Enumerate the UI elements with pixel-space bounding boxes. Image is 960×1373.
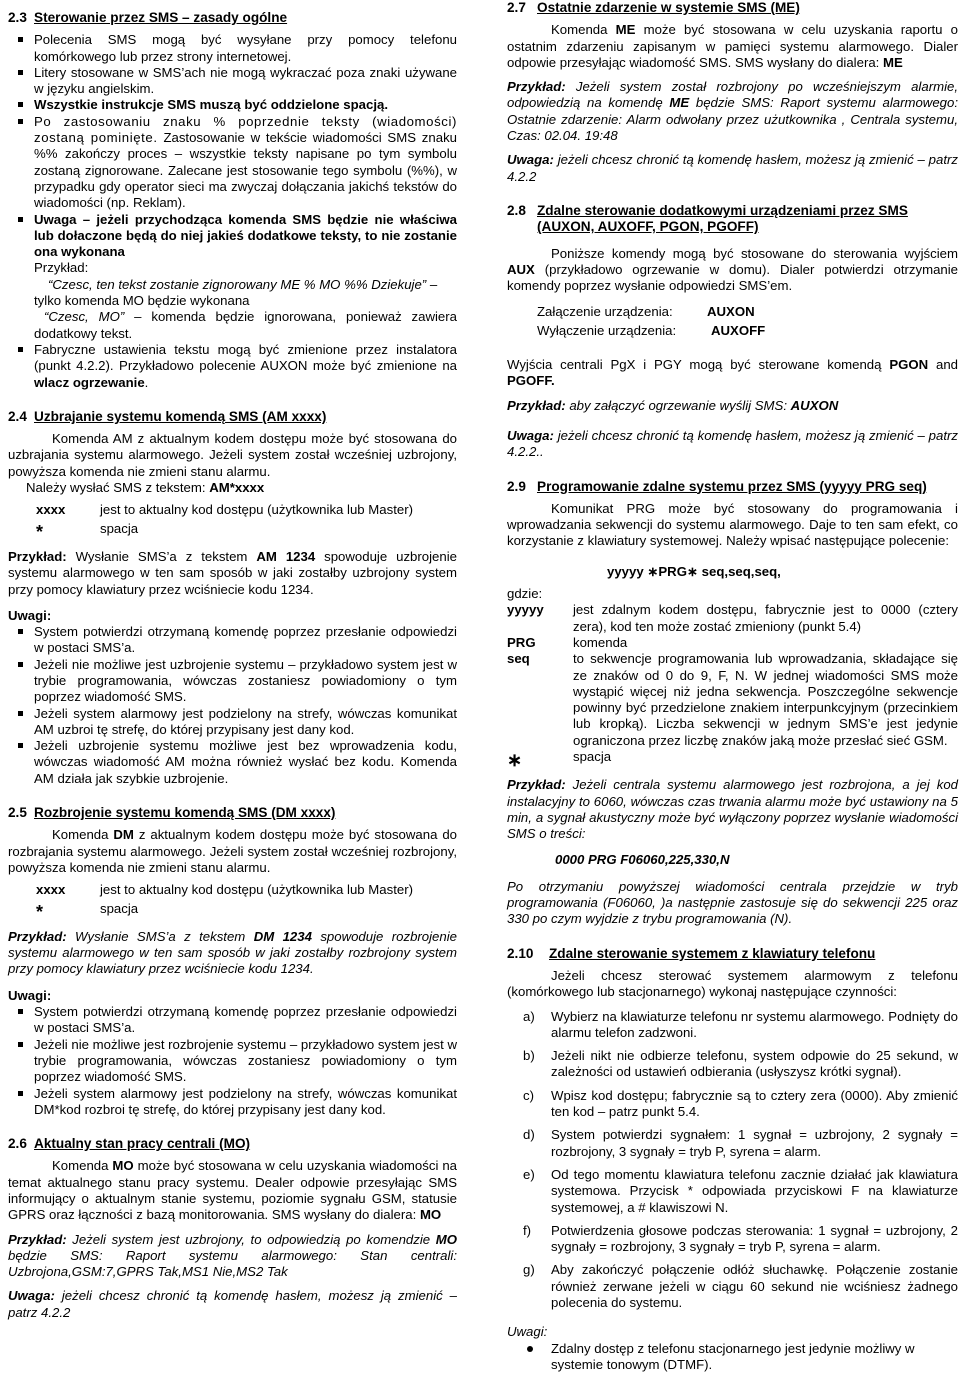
term: * — [36, 901, 44, 922]
paragraph: Jeżeli chcesz sterować systemem alarmowym z telefonu (komórkowego lub stacjonarnego) wykonaj następujące czynności: — [507, 967, 958, 1000]
text: Zalecane jest stosowanie tego symbolu (%%), w przypadku gdy operator sieci ma zwyczaj dołączania jakichś tekstów do wiadomości (np. Reklam). — [34, 162, 457, 211]
command-text: ME — [615, 22, 636, 38]
command-text: MO — [419, 1207, 442, 1223]
text: Wysłanie SMS’a z tekstem — [75, 928, 246, 944]
text: and — [935, 357, 958, 373]
command-text: AM 1234 — [256, 548, 316, 564]
item-marker: g) — [523, 1262, 535, 1278]
text: Jeżeli centrala systemu alarmowego jest rozbrojona, a jej kod instalacyjny to 6060, wówczas czas trwania alarmu może być ustawiony na 5 min, a sygnał akustyczny może być wyłączony poprzez wysłanie wiadomości SMS o treści: — [507, 777, 958, 842]
example-label: Przykład: — [8, 928, 67, 944]
example-paragraph — [507, 777, 958, 842]
list-item: Jeżeli nie możliwe jest uzbrojenie systemu – przykładowo system jest w trybie programowania, wówczas zostaniesz powiadomiony o tym poprzez wiadomość SMS. — [8, 657, 457, 706]
paragraph: Po otrzymaniu powyższej wiadomości centrala przejdzie w tryb programowania (F06060, )a następnie zastosuje się do sekwencji 225 oraz 330 po czym wyjdzie z trybu programowania (N). — [507, 878, 958, 927]
text: spowoduje rozbrojenie systemu alarmowego w ten sam sposób w jaki zostałby rozbrojony system przy pomocy klawiatury przez wciśniecie kodu 1234. — [8, 928, 457, 977]
definition: jest to aktualny kod dostępu (użytkownika lub Master) — [100, 882, 413, 898]
text: Fabryczne ustawienia tekstu mogą być zmienione przez instalatora (punkt 4.2.2). Przykładowo polecenie AUXON może być zmienione na — [34, 341, 457, 374]
command-text: AUXOFF — [711, 322, 766, 338]
section-2-6-heading — [8, 1136, 457, 1152]
text: będzie SMS: Raport systemu alarmowego: Ostatnie zdarzenie: Alarm odwołany przez użutkownika , Centrala systemu, Czas: 02.04. 19:48 — [507, 95, 958, 144]
list-item — [507, 1262, 958, 1311]
command-text: PGON — [889, 357, 929, 373]
list-item — [507, 1088, 958, 1121]
term: xxxx — [36, 502, 66, 518]
command-text: MO — [435, 1231, 457, 1247]
item-marker: d) — [523, 1127, 535, 1143]
command-text: PGOFF. — [507, 373, 555, 389]
section-number: 2.3 — [8, 10, 27, 25]
paragraph — [507, 246, 958, 295]
text: jeżeli chcesz chronić tą komendę hasłem, możesz ją zmienić – patrz 4.2.2.. — [507, 427, 958, 460]
text: Po zastosowaniu znaku % poprzednie teksty (wiadomości) zostaną pominięte. — [34, 113, 457, 146]
note-paragraph — [507, 152, 958, 185]
text: Jeżeli system został rozbrojony po wcześniejszym alarmie, odpowiedzią na komendę — [507, 79, 958, 111]
definition-list — [507, 602, 958, 770]
definition: komenda — [573, 634, 628, 650]
command-text: AUX — [507, 261, 535, 277]
example-paragraph — [8, 1232, 457, 1281]
text: Poniższe komendy mogą być stosowane do sterowania wyjściem — [551, 245, 958, 261]
item-text: System potwierdzi sygnałem: 1 sygnał = uzbrojony, 2 sygnały = rozbrojony, 3 sygnały = tryb P, syrena = alarm. — [551, 1127, 958, 1159]
definition: to sekwencje programowania lub wprowadzania, składające się ze znaków od 0 do 9, F, N. W jednej wiadomości SMS może wystąpić więcej niż jedna sekwencja. Poszczególne sekwencje powinny być przedzielone znakiem interpunkcyjnym (przecinkiem lub kropką). Liczba sekwencji w jednym SMS’e jest jedynie ograniczona przez liczbę znaków jaką może przesłać sieć GSM. — [573, 651, 958, 748]
text: może być stosowana w celu uzyskania raportu o ostatnim zdarzeniu zapisanym w pamięci systemu alarmowego. Dialer odpowie przesyłając wiadomość SMS. SMS wysłany do dialera: — [507, 22, 958, 70]
definition: spacja — [573, 748, 612, 764]
notes-label: Uwagi: — [507, 1324, 548, 1340]
list-item: Jeżeli uzbrojenie systemu możliwe jest bez wprowadzenia kodu, wówczas wiadomość AM można również wysłać bez kodu. Komenda AM działa jak szybkie uzbrojenie. — [8, 738, 457, 787]
section-title: Ostatnie zdarzenie w systemie SMS (ME) — [537, 0, 800, 15]
right-column — [507, 0, 958, 1373]
definition: jest zdalnym kodem dostępu, fabrycznie jest to 0000 (cztery zera), kod ten może zostać zmieniony (punkt 5.4) — [573, 602, 958, 634]
list-item: Jeżeli nie możliwe jest rozbrojenie systemu – przykładowo system jest w trybie programowania, wówczas zostaniesz powiadomiony o tym poprzez wiadomość SMS. — [8, 1037, 457, 1086]
text: Wysłanie SMS’a z tekstem — [75, 548, 248, 564]
command-text: ME — [883, 54, 903, 70]
section-number: 2.5 — [8, 805, 27, 821]
item-text: Wpisz kod dostępu; fabrycznie są to cztery zera (0000). Aby zmienić ten kod – patrz punkt 5.4. — [551, 1087, 958, 1120]
example-text: Czesc, MO — [48, 309, 120, 325]
section-title: Programowanie zdalne systemu przez SMS (yyyyy PRG seq) — [537, 478, 927, 494]
paragraph — [8, 827, 457, 876]
section-2-4-heading — [8, 409, 457, 425]
term: PRG — [507, 634, 536, 650]
example-text: – komenda będzie ignorowana, ponieważ zawiera dodatkowy tekst. — [34, 309, 457, 341]
paragraph — [507, 357, 958, 390]
item-marker: b) — [523, 1048, 535, 1064]
text: Zastosowanie w tekście wiadomości SMS znaku %% zakończy proces – wszystkie teksty napisane po tym symbolu zostaną zignorowane. — [34, 130, 457, 178]
section-title: Uzbrajanie systemu komendą SMS (AM xxxx) — [34, 408, 327, 424]
section-number: 2.10 — [507, 945, 534, 961]
command-text: AUXON — [707, 304, 755, 320]
notes-list — [507, 1341, 958, 1373]
list-item: Jeżeli system alarmowy jest podzielony na strefy, wówczas komunikat AM uzbroi tę strefę, do której przypisany jest dany kod. — [8, 706, 457, 739]
text: jeżeli chcesz chronić tą komendę hasłem, możesz ją zmienić – patrz 4.2.2 — [8, 1288, 457, 1320]
list-item: Uwaga – jeżeli przychodząca komenda SMS będzie nie właściwa lub dołaczone będą do niej jakieś dodatkowe teksty, to nie zostanie ona wykonana Przykład: “Czesc, ten tekst zostanie zignorowany ME % MO %% Dziekuje” – tylko komenda MO będzie wykonana “Czesc, MO” – komenda będzie ignorowana, ponieważ zawiera dodatkowy tekst. — [8, 212, 457, 342]
term: ∗ — [507, 749, 523, 770]
command-text: ME — [669, 95, 690, 111]
term: seq — [507, 651, 530, 667]
text: Wyjścia centrali PgX i PGY mogą być sterowane komendą — [507, 357, 882, 373]
where-label: gdzie: — [507, 586, 543, 602]
example-paragraph — [507, 79, 958, 144]
list-item: Jeżeli system alarmowy jest podzielony na strefy, wówczas komunikat DM*kod rozbroi tę strefę, do której przypisany jest dany kod. — [8, 1086, 457, 1119]
example-paragraph — [8, 549, 457, 598]
list-item: System potwierdzi otrzymaną komendę poprzez przesłanie odpowiedzi w postaci SMS’a. — [8, 1004, 457, 1037]
example-label: Przykład: — [8, 548, 67, 564]
list-item — [507, 1009, 958, 1042]
text: spowoduje uzbrojenie systemu alarmowego w ten sam sposób w jaki zostałby uzbrojony system przy pomocy klawiatury przez wciśniecie kodu 1234. — [8, 548, 457, 597]
example-paragraph — [8, 929, 457, 978]
note-label: Uwaga: — [8, 1288, 55, 1304]
paragraph — [8, 480, 457, 496]
definition-list — [8, 882, 457, 922]
section-2-10-heading — [507, 946, 958, 962]
steps-list — [507, 1009, 958, 1312]
list-item — [8, 342, 457, 391]
note-paragraph — [507, 428, 958, 461]
text: jeżeli chcesz chronić tą komendę hasłem, możesz ją zmienić – patrz 4.2.2 — [507, 152, 958, 184]
section-2-3-heading — [8, 10, 457, 26]
text: (przykładowo ogrzewanie w domu). Dialer potwierdzi otrzymanie komendy poprzez wysłanie odpowiedzi SMS’em. — [507, 261, 958, 294]
paragraph: Komenda AM z aktualnym kodem dostępu może być stosowana do uzbrajania systemu alarmowego. Jeżeli system został wcześniej uzbrojony, powyższa komenda nie zmieni stanu alarmu. — [8, 431, 457, 479]
command-text: MO — [112, 1158, 134, 1174]
note-paragraph — [8, 1288, 457, 1321]
example-label: Przykład: — [34, 260, 89, 276]
section-2-9-heading — [507, 479, 958, 495]
definition: spacja — [100, 900, 139, 916]
text: Jeżeli system jest uzbrojony, to odpowiedzią po komendzie — [72, 1231, 431, 1247]
example-paragraph — [507, 398, 958, 414]
list-item — [507, 1167, 958, 1216]
list-item: System potwierdzi otrzymaną komendę poprzez przesłanie odpowiedzi w postaci SMS’a. — [8, 624, 457, 657]
list-item — [507, 1223, 958, 1256]
list-item — [507, 1048, 958, 1081]
list-item — [507, 1127, 958, 1160]
section-title: Aktualny stan pracy centrali (MO) — [34, 1136, 251, 1152]
example-text: tylko komenda MO będzie wykonana — [34, 293, 250, 309]
list-item: Zdalny dostęp z telefonu stacjonarnego jest jedynie możliwy w systemie tonowym (DTMF). — [507, 1341, 958, 1373]
section-title: Rozbrojenie systemu komendą SMS (DM xxxx) — [34, 805, 336, 821]
definition-list — [8, 502, 457, 542]
example-code: 0000 PRG F06060,225,330,N — [555, 852, 730, 868]
command-text: DM 1234 — [253, 928, 312, 944]
text: Komenda — [52, 1158, 109, 1174]
list-item: Litery stosowane w SMS’ach nie mogą wykraczać poza znaki używane w języku angielskim. — [8, 65, 457, 98]
notes-list — [8, 624, 457, 787]
example-label: Przykład: — [507, 79, 566, 95]
term: yyyyy — [507, 602, 544, 618]
text: może być stosowana w celu uzyskania wiadomości na temat aktualnego stanu pracy systemu. Dealer odpowie przesyłając SMS informujący o aktualnym stanie systemu, poziomie sygnału GSM, statusie GPRS oraz łączności z bazą monitorowania. SMS wysłany do dialera: — [8, 1158, 457, 1223]
command-text: DM — [113, 827, 134, 843]
section-number: 2.4 — [8, 408, 27, 424]
paragraph — [8, 1158, 457, 1223]
example-label: Przykład: — [507, 777, 566, 793]
term: * — [36, 521, 44, 542]
list-item — [8, 114, 457, 212]
text: będzie SMS: Raport systemu alarmowego: Stan centrali: Uzbrojona,GSM:7,GPRS Tak,MS1 Nie,MS2 Tak — [8, 1247, 457, 1280]
list-item: Wszystkie instrukcje SMS muszą być oddzielone spacją. — [8, 97, 457, 113]
section-number: 2.9 — [507, 478, 526, 494]
section-number: 2.6 — [8, 1136, 27, 1152]
section-2-5-heading — [8, 805, 457, 821]
section-title: Zdalne sterowanie dodatkowymi urządzeniami przez SMS (AUXON, AUXOFF, PGON, PGOFF) — [537, 202, 908, 235]
item-text: Od tego momentu klawiatura telefonu zacznie działać jak klawiatura systemowa. Przycisk * odpowiada przyciskowi F na klawiaturze systemowej, a # klawiszowi N. — [551, 1166, 958, 1215]
left-column — [8, 0, 457, 1321]
item-text: Potwierdzenia głosowe podczas sterowania: 1 sygnał = uzbrojony, 2 sygnały = rozbrojony, 3 sygnały = tryb P, syrena = alarm. — [551, 1222, 958, 1255]
definition: spacja — [100, 520, 139, 536]
aux-commands — [507, 304, 958, 339]
section-number: 2.7 — [507, 0, 526, 15]
note-label: Uwaga: — [507, 427, 554, 443]
warning-text: Uwaga – jeżeli przychodząca komenda SMS będzie nie właściwa lub dołaczone będą do niej jakieś dodatkowe teksty, to nie zostanie ona wykonana — [34, 211, 457, 260]
example-text: Czesc, ten tekst zostanie zignorowany ME % MO %% Dziekuje” – — [52, 276, 438, 292]
item-marker: c) — [523, 1087, 534, 1103]
text: Należy wysłać SMS z tekstem: — [26, 480, 206, 496]
term: xxxx — [36, 882, 66, 898]
text: wlacz ogrzewanie — [34, 374, 145, 390]
command-label: Załączenie urządzenia: — [537, 304, 673, 320]
text: z aktualnym kodem dostępu może być stosowana do rozbrajania systemu alarmowego. Jeżeli system został wcześniej rozbrojony, powyższa komenda nie zmieni stanu alarmu. — [8, 827, 458, 875]
definition: jest to aktualny kod dostępu (użytkownika lub Master) — [100, 502, 413, 518]
sms-rules-list — [8, 32, 457, 391]
text: Komenda — [52, 827, 109, 843]
paragraph: Komunikat PRG może być stosowany do programowania i wprowadzania sekwencji do systemu alarmowego. Daje to ten sam efekt, co korzystanie z klawiatury systemowej. Należy wpisać następujące polecenie: — [507, 500, 958, 549]
section-title: Sterowanie przez SMS – zasady ogólne — [34, 10, 288, 25]
item-text: Jeżeli nikt nie odbierze telefonu, system odpowie do 25 sekund, w zależności od ustawień odbierania (usłyszysz krótki sygnał). — [551, 1048, 958, 1080]
text: Komenda — [551, 22, 608, 38]
command-syntax: yyyyy ∗PRG∗ seq,seq,seq, — [607, 563, 781, 579]
notes-label: Uwagi: — [8, 607, 52, 623]
item-marker: f) — [523, 1222, 532, 1238]
text: . — [144, 374, 149, 390]
notes-list — [8, 1004, 457, 1118]
item-text: Wybierz na klawiaturze telefonu nr systemu alarmowego. Podnięty do alarmu telefon zadzwoni. — [551, 1008, 958, 1040]
example-label: Przykład: — [507, 397, 566, 413]
item-marker: e) — [523, 1166, 535, 1182]
section-2-7-heading — [507, 0, 958, 16]
text: aby załączyć ogrzewanie wyślij SMS: — [569, 397, 787, 413]
command-label: Wyłączenie urządzenia: — [537, 322, 677, 338]
section-title: Zdalne sterowanie systemem z klawiatury telefonu — [549, 945, 876, 961]
example-label: Przykład: — [8, 1231, 67, 1247]
section-2-8-heading — [507, 203, 958, 236]
list-item: Polecenia SMS mogą być wysyłane przy pomocy telefonu komórkowego lub przez strony internetowej. — [8, 32, 457, 65]
command-text: AM*xxxx — [209, 480, 265, 496]
item-marker: a) — [523, 1008, 535, 1024]
notes-label: Uwagi: — [8, 987, 52, 1003]
paragraph — [507, 22, 958, 71]
note-label: Uwaga: — [507, 152, 554, 168]
section-number: 2.8 — [507, 202, 526, 218]
command-text: AUXON — [790, 397, 839, 413]
item-text: Aby zakończyć połączenie odłóż słuchawkę. Połączenie zostanie również zerwane jeżeli w ciągu 60 sekund nie wciśniesz żadnego polecenia do systemu. — [551, 1262, 958, 1310]
